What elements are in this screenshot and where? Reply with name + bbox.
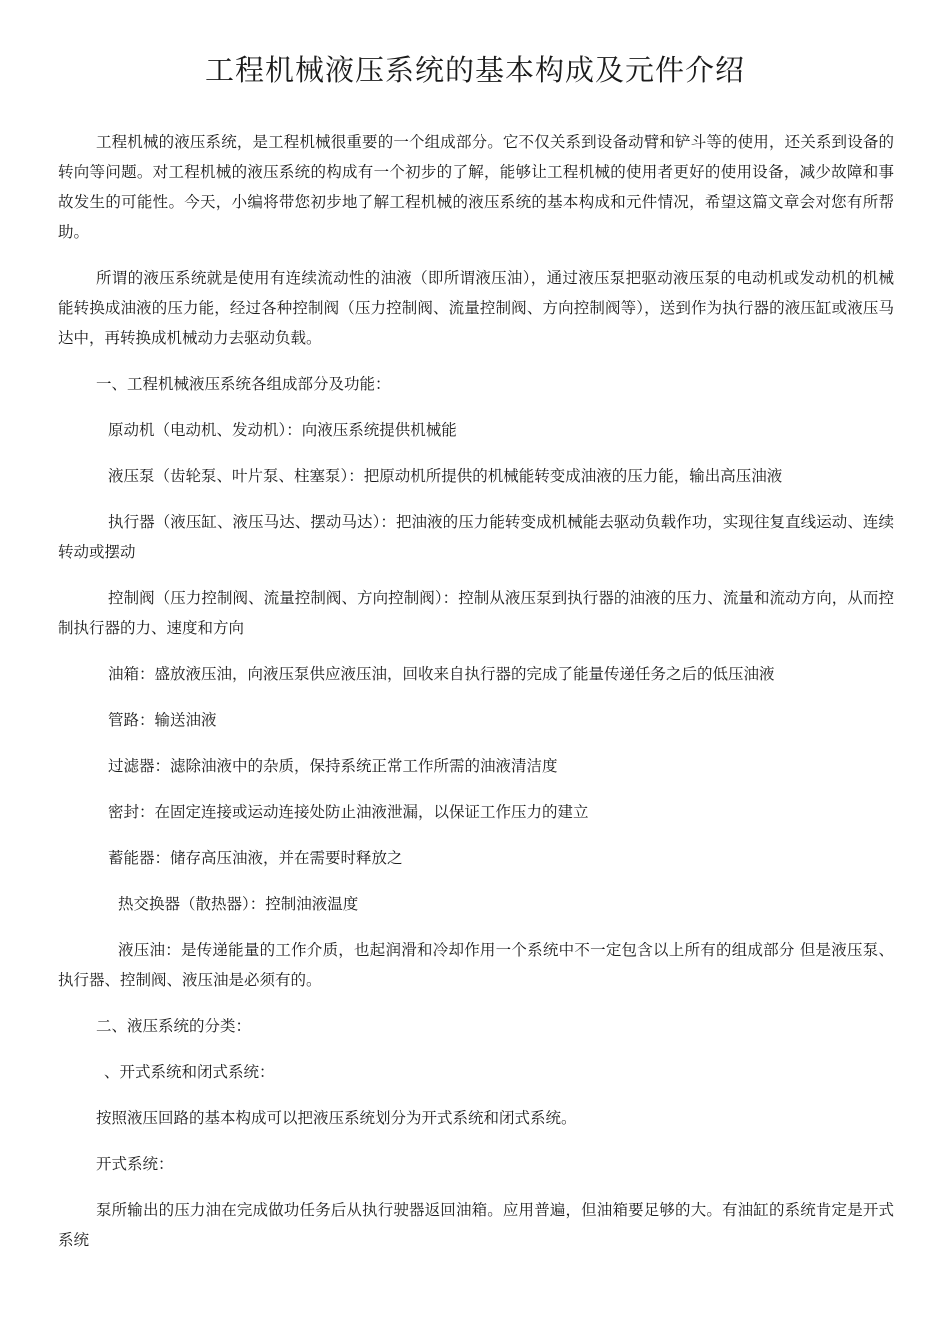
list-item-accumulator: 蓄能器：储存高压油液，并在需要时释放之: [108, 849, 403, 867]
list-item-pipeline: 管路：输送油液: [108, 711, 217, 729]
list-item-seal: 密封：在固定连接或运动连接处防止油液泄漏，以保证工作压力的建立: [108, 803, 589, 821]
paragraph-classification: 按照液压回路的基本构成可以把液压系统划分为开式系统和闭式系统。: [96, 1109, 577, 1127]
paragraph-definition: 所谓的液压系统就是使用有连续流动性的油液（即所谓液压油），通过液压泵把驱动液压泵的电动机或发动机的机械能转换成油液的压力能，经过各种控制阀（压力控制阀、流量控制阀、方向控制阀等），送到作为执行器的液压缸或液压马达中，再转换成机械动力去驱动负载。: [58, 269, 894, 347]
document-body: [58, 127, 894, 1255]
list-item-prime-mover: 原动机（电动机、发动机）：向液压系统提供机械能: [108, 421, 457, 439]
list-item-filter: 过滤器：滤除油液中的杂质，保持系统正常工作所需的油液清洁度: [108, 757, 558, 775]
paragraph-intro: 工程机械的液压系统，是工程机械很重要的一个组成部分。它不仅关系到设备动臂和铲斗等的使用，还关系到设备的转向等问题。对工程机械的液压系统的构成有一个初步的了解，能够让工程机械的使用者更好的使用设备，减少故障和事故发生的可能性。今天，小编将带您初步地了解工程机械的液压系统的基本构成和元件情况，希望这篇文章会对您有所帮助。: [58, 133, 894, 241]
list-item-actuator: 执行器（液压缸、液压马达、摆动马达）：把油液的压力能转变成机械能去驱动负载作功，实现往复直线运动、连续转动或摆动: [58, 513, 894, 561]
list-item-control-valve: 控制阀（压力控制阀、流量控制阀、方向控制阀）：控制从液压泵到执行器的油液的压力、流量和流动方向，从而控制执行器的力、速度和方向: [58, 589, 894, 637]
document-title: 工程机械液压系统的基本构成及元件介绍: [204, 53, 745, 87]
list-item-pump: 液压泵（齿轮泵、叶片泵、柱塞泵）：把原动机所提供的机械能转变成油液的压力能，输出高压油液: [108, 467, 783, 485]
paragraph-open-system: 泵所输出的压力油在完成做功任务后从执行驶器返回油箱。应用普遍，但油箱要足够的大。有油缸的系统肯定是开式系统: [58, 1201, 894, 1249]
list-item-hydraulic-oil: 液压油：是传递能量的工作介质，也起润滑和冷却作用一个系统中不一定包含以上所有的组成部分 但是液压泵、执行器、控制阀、液压油是必须有的。: [58, 941, 894, 989]
list-item-heat-exchanger: 热交换器（散热器）：控制油液温度: [118, 895, 359, 913]
subsection-heading-open-system: 开式系统：: [96, 1155, 174, 1173]
list-item-tank: 油箱：盛放液压油，向液压泵供应液压油，回收来自执行器的完成了能量传递任务之后的低压油液: [108, 665, 775, 683]
section-heading-1: 一、工程机械液压系统各组成部分及功能：: [96, 375, 391, 393]
section-heading-2: 二、液压系统的分类：: [96, 1017, 252, 1035]
subsection-heading-open-closed: 、开式系统和闭式系统：: [104, 1063, 275, 1081]
